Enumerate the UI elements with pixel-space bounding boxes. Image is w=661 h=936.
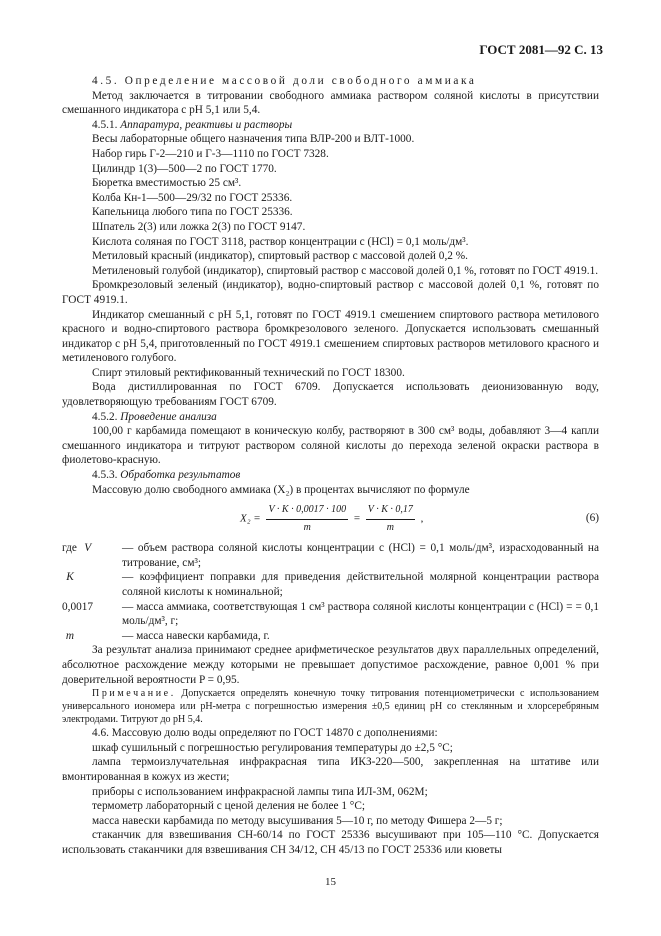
fraction-2-numerator: V · K · 0,17 xyxy=(366,503,415,520)
page-number: 15 xyxy=(325,876,336,888)
definition-lead: K xyxy=(66,571,74,584)
water-item: приборы с использованием инфракрасной лампы типа ИЛ-3М, 062М; xyxy=(92,785,428,798)
definition-text: — масса аммиака, соответствующая 1 см³ раствора соляной кислоты концентрации с (HCl) = = 0,1 моль/дм³, г; xyxy=(122,600,599,628)
definition-lead: 0,0017 xyxy=(62,600,94,613)
definition-text: — коэффициент поправки для приведения действительной молярной концентрации раствора соляной кислоты к номинальной; xyxy=(122,571,599,598)
procedure-heading xyxy=(62,410,599,425)
apparatus-item: Спирт этиловый ректификованный технический по ГОСТ 18300. xyxy=(92,366,405,379)
apparatus-heading xyxy=(62,118,599,133)
fraction-1-denominator: m xyxy=(303,521,311,533)
page-header: ГОСТ 2081—92 С. 13 xyxy=(479,42,603,57)
formula-equals: = xyxy=(353,512,361,525)
apparatus-item: Весы лабораторные общего назначения типа ВЛР-200 и ВЛТ-1000. xyxy=(92,133,415,146)
apparatus-item: Капельница любого типа по ГОСТ 25336. xyxy=(92,206,293,219)
main-text xyxy=(62,74,599,858)
note-label: Примечание. xyxy=(92,688,176,700)
apparatus-item: Бюретка вместимостью 25 см³. xyxy=(92,177,242,190)
apparatus-number: 4.5.1. xyxy=(92,118,118,131)
section-heading: 4.5. Определение массовой доли свободного аммиака xyxy=(92,75,477,87)
procedure-text: 100,00 г карбамида помещают в коническую колбу, растворяют в 300 см³ воды, добавляют 3—4 капли смешанного индикатора и титруют раствором соляной кислоты до перехода зеленой окраски раствора в фиолетово-красную. xyxy=(62,425,599,467)
water-item: стаканчик для взвешивания СН-60/14 по ГОСТ 25336 высушивают при 105—110 °С. Допускается использовать стаканчики для взвешивания СН 34/12, СН 45/13 по ГОСТ 25336 или кюветы xyxy=(62,829,599,856)
water-item: термометр лабораторный с ценой деления не более 1 °С; xyxy=(92,800,366,813)
note-text: Допускается определять конечную точку титрования потенциометрически с использованием универсального иономера или рН-метра с погрешностью измерения ±0,5 единиц рН со стеклянным и хлорсеребряным электродами. Титруют до рН 5,4. xyxy=(62,688,599,726)
definition-row xyxy=(62,541,599,570)
fraction-1-numerator: V · K · 0,0017 · 100 xyxy=(266,503,348,520)
definition-row xyxy=(62,570,599,599)
results-heading xyxy=(62,468,599,483)
water-item: масса навески карбамида по методу высушивания 5—10 г, по методу Фишера 2—5 г; xyxy=(92,814,503,827)
water-item: шкаф сушильный с погрешностью регулирования температуры до ±2,5 °С; xyxy=(92,741,453,754)
fraction-2 xyxy=(366,503,415,535)
definition-row xyxy=(62,629,599,644)
apparatus-item: Набор гирь Г-2—210 и Г-3—1110 по ГОСТ 7328. xyxy=(92,147,329,160)
apparatus-item: Бромкрезоловый зеленый (индикатор), водно-спиртовый раствор с массовой долей 0,1 %, готовят по ГОСТ 4919.1. xyxy=(62,279,599,306)
definition-row xyxy=(62,600,599,629)
note xyxy=(62,687,599,726)
definition-lead: где V xyxy=(62,542,92,555)
results-intro: Массовую долю свободного аммиака (X₂) в процентах вычисляют по формуле xyxy=(92,483,470,496)
apparatus-item: Вода дистиллированная по ГОСТ 6709. Допускается использовать деионизованную воду, удовлетворяющую требованиям ГОСТ 6709. xyxy=(62,381,599,409)
water-item: лампа термоизлучательная инфракрасная типа ИКЗ-220—500, закрепленная на штативе или вмонтированная в кожух из жести; xyxy=(62,756,599,783)
formula-block xyxy=(62,501,599,535)
result-rule: За результат анализа принимают среднее арифметическое результатов двух параллельных определений, абсолютное расхождение между которыми не превышает допустимое расхождение, равное 0,001 % при доверительной вероятности P = 0,95. xyxy=(62,644,599,686)
results-title: Обработка результатов xyxy=(120,469,241,482)
water-section-intro: 4.6. Массовую долю воды определяют по ГОСТ 14870 с дополнениями: xyxy=(92,727,438,740)
definition-lead: m xyxy=(65,629,75,642)
method-intro: Метод заключается в титровании свободного аммиака раствором соляной кислоты в присутствии смешанного индикатора с рН 5,1 или 5,4. xyxy=(62,89,599,117)
definitions-list xyxy=(62,541,599,643)
formula-lhs: X₂ = xyxy=(240,512,261,525)
formula-expression xyxy=(240,503,423,535)
definition-text: — масса навески карбамида, г. xyxy=(122,629,270,642)
formula-number: (6) xyxy=(585,512,599,525)
fraction-1 xyxy=(266,503,348,535)
apparatus-item: Индикатор смешанный с рН 5,1, готовят по ГОСТ 4919.1 смешением спиртового раствора метилового красного и водно-спиртового раствора бромкрезолового зеленого. Допускается использовать смешанный индикатор с рН 5,4, приготовленный по ГОСТ 4919.1 смешением спиртовых растворов метилового красного и метиленового голубого. xyxy=(62,308,599,365)
apparatus-item: Шпатель 2(3) или ложка 2(3) по ГОСТ 9147. xyxy=(92,220,306,233)
apparatus-item: Цилиндр 1(3)—500—2 по ГОСТ 1770. xyxy=(92,162,277,175)
apparatus-item: Метиловый красный (индикатор), спиртовый раствор с массовой долей 0,2 %. xyxy=(92,250,468,263)
definition-text: — объем раствора соляной кислоты концентрации с (HCl) = 0,1 моль/дм³, израсходованный на титрование, см³; xyxy=(122,542,599,569)
procedure-title: Проведение анализа xyxy=(120,410,217,423)
results-number: 4.5.3. xyxy=(92,469,118,482)
fraction-2-denominator: m xyxy=(386,521,394,533)
procedure-number: 4.5.2. xyxy=(92,410,118,423)
apparatus-title: Аппаратура, реактивы и растворы xyxy=(120,118,293,131)
apparatus-item: Колба Кн-1—500—29/32 по ГОСТ 25336. xyxy=(92,191,293,204)
formula-tail: , xyxy=(420,512,424,525)
apparatus-item: Метиленовый голубой (индикатор), спиртовый раствор с массовой долей 0,1 %, готовят по ГОСТ 4919.1. xyxy=(92,264,599,277)
apparatus-item: Кислота соляная по ГОСТ 3118, раствор концентрации с (HCl) = 0,1 моль/дм³. xyxy=(92,235,469,248)
